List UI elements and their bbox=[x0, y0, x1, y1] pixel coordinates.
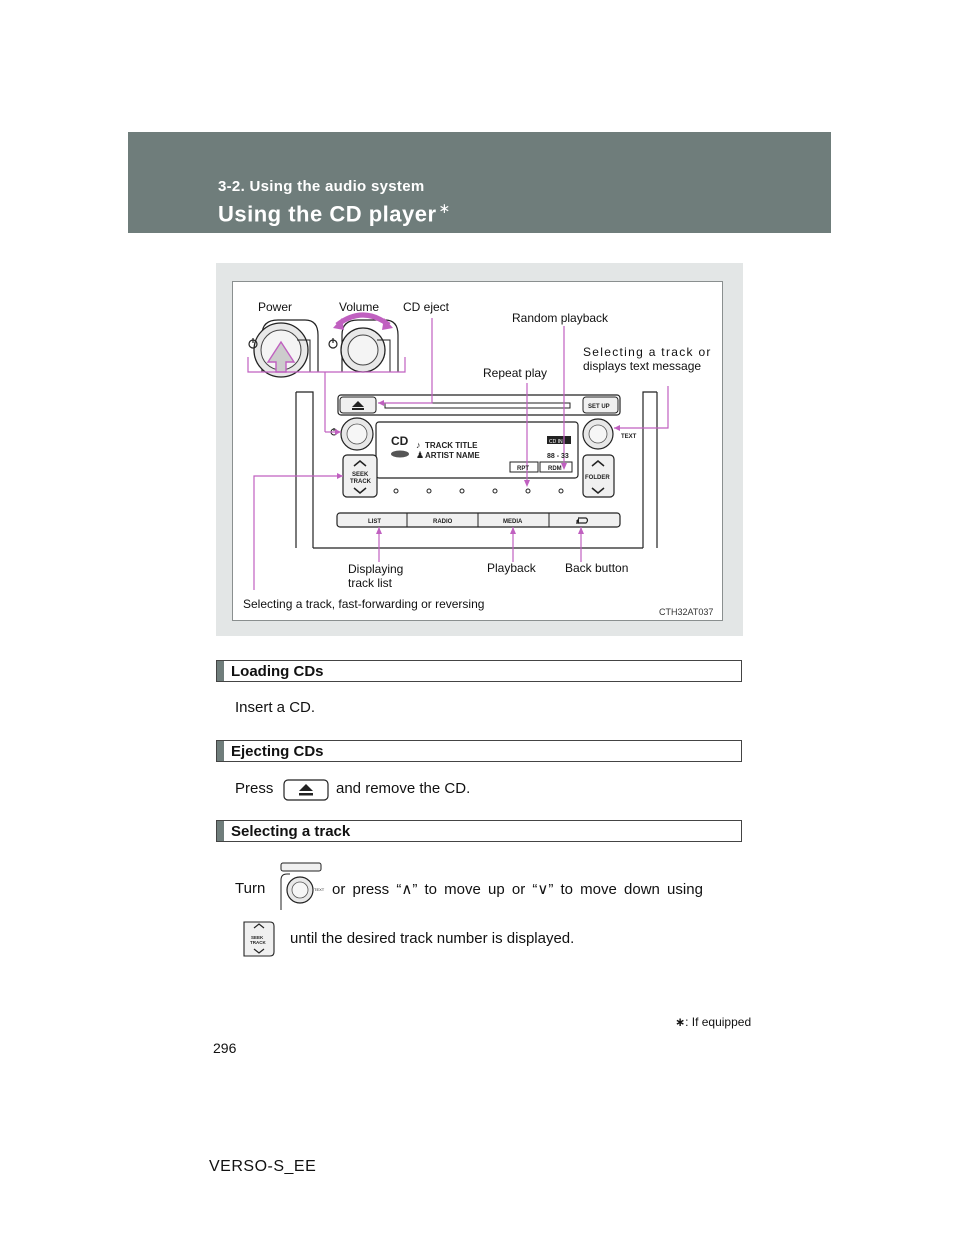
selecting-press-text: or press “∧” to move up or “∨” to move down using bbox=[332, 881, 703, 898]
figure-code: CTH32AT037 bbox=[659, 607, 714, 617]
ejecting-press-text: Press bbox=[235, 780, 274, 797]
model-code: VERSO-S_EE bbox=[209, 1158, 317, 1175]
svg-text:TRACK: TRACK bbox=[250, 940, 266, 945]
callout-selecting-track-fast: Selecting a track, fast-forwarding or reversing bbox=[243, 597, 485, 611]
text-label: TEXT bbox=[621, 434, 637, 440]
radio-button-label: RADIO bbox=[433, 519, 453, 525]
callout-power: Power bbox=[258, 300, 293, 314]
section-label: 3-2. Using the audio system bbox=[218, 178, 425, 195]
footnote bbox=[675, 1015, 751, 1029]
callout-displaying-track-list-line1: Displaying bbox=[348, 562, 404, 576]
callout-selecting-track-text bbox=[583, 345, 718, 373]
seek-track-switch-icon bbox=[240, 918, 276, 958]
volume-knob-detail bbox=[329, 315, 398, 372]
callout-displaying-track-list bbox=[348, 562, 403, 590]
head-unit-panel bbox=[296, 392, 657, 548]
svg-text:♪: ♪ bbox=[416, 440, 421, 450]
list-button-label: LIST bbox=[368, 519, 381, 525]
heading-loading-cds-label: Loading CDs bbox=[231, 663, 324, 680]
heading-selecting-track bbox=[216, 820, 742, 842]
callout-volume: Volume bbox=[339, 300, 380, 314]
folder-label: FOLDER bbox=[585, 475, 610, 481]
ejecting-remove-text: and remove the CD. bbox=[336, 780, 471, 797]
display-rdm: RDM bbox=[548, 466, 562, 472]
callout-displaying-track-list-line2: track list bbox=[348, 576, 393, 590]
equipped-mark: ∗ bbox=[438, 200, 451, 216]
heading-selecting-track-label: Selecting a track bbox=[231, 823, 351, 840]
power-icon bbox=[329, 338, 337, 348]
power-knob-detail bbox=[249, 320, 318, 377]
selecting-until-text: until the desired track number is displayed. bbox=[290, 930, 575, 947]
callout-cd-eject: CD eject bbox=[403, 300, 450, 314]
callout-playback: Playback bbox=[487, 561, 536, 575]
eject-button-icon bbox=[283, 778, 329, 802]
callout-selecting-track-text-line2: displays text message bbox=[583, 359, 702, 373]
callout-repeat-play: Repeat play bbox=[483, 366, 548, 380]
callout-random-playback: Random playback bbox=[512, 311, 609, 325]
display-track-title: TRACK TITLE bbox=[425, 441, 478, 450]
display-cd-in: CD IN bbox=[549, 439, 563, 445]
tune-knob-icon bbox=[278, 860, 326, 912]
callout-back-button: Back button bbox=[565, 561, 629, 575]
display-source: CD bbox=[391, 434, 409, 448]
page-number: 296 bbox=[213, 1040, 237, 1056]
display-artist-name: ARTIST NAME bbox=[425, 451, 480, 460]
heading-ejecting-cds-label: Ejecting CDs bbox=[231, 743, 324, 760]
selecting-turn-text: Turn bbox=[235, 880, 266, 897]
seek-label: SEEK bbox=[352, 472, 369, 478]
setup-label: SET UP bbox=[588, 404, 610, 410]
heading-loading-cds bbox=[216, 660, 742, 682]
page-title-text: Using the CD player bbox=[218, 201, 437, 227]
svg-text:♟: ♟ bbox=[416, 450, 425, 460]
loading-cds-text: Insert a CD. bbox=[235, 699, 316, 716]
media-button-label: MEDIA bbox=[503, 519, 523, 525]
footnote-text: : If equipped bbox=[685, 1015, 752, 1029]
svg-text:SEEK: SEEK bbox=[251, 935, 264, 940]
track-label: TRACK bbox=[350, 479, 371, 485]
svg-text:TEXT: TEXT bbox=[314, 887, 325, 892]
footnote-mark: ∗ bbox=[675, 1015, 686, 1029]
display-time: 88 - 33 bbox=[547, 453, 569, 460]
callout-selecting-track-text-line1: Selecting a track or bbox=[583, 345, 712, 359]
heading-ejecting-cds bbox=[216, 740, 742, 762]
display-rpt: RPT bbox=[517, 466, 529, 472]
